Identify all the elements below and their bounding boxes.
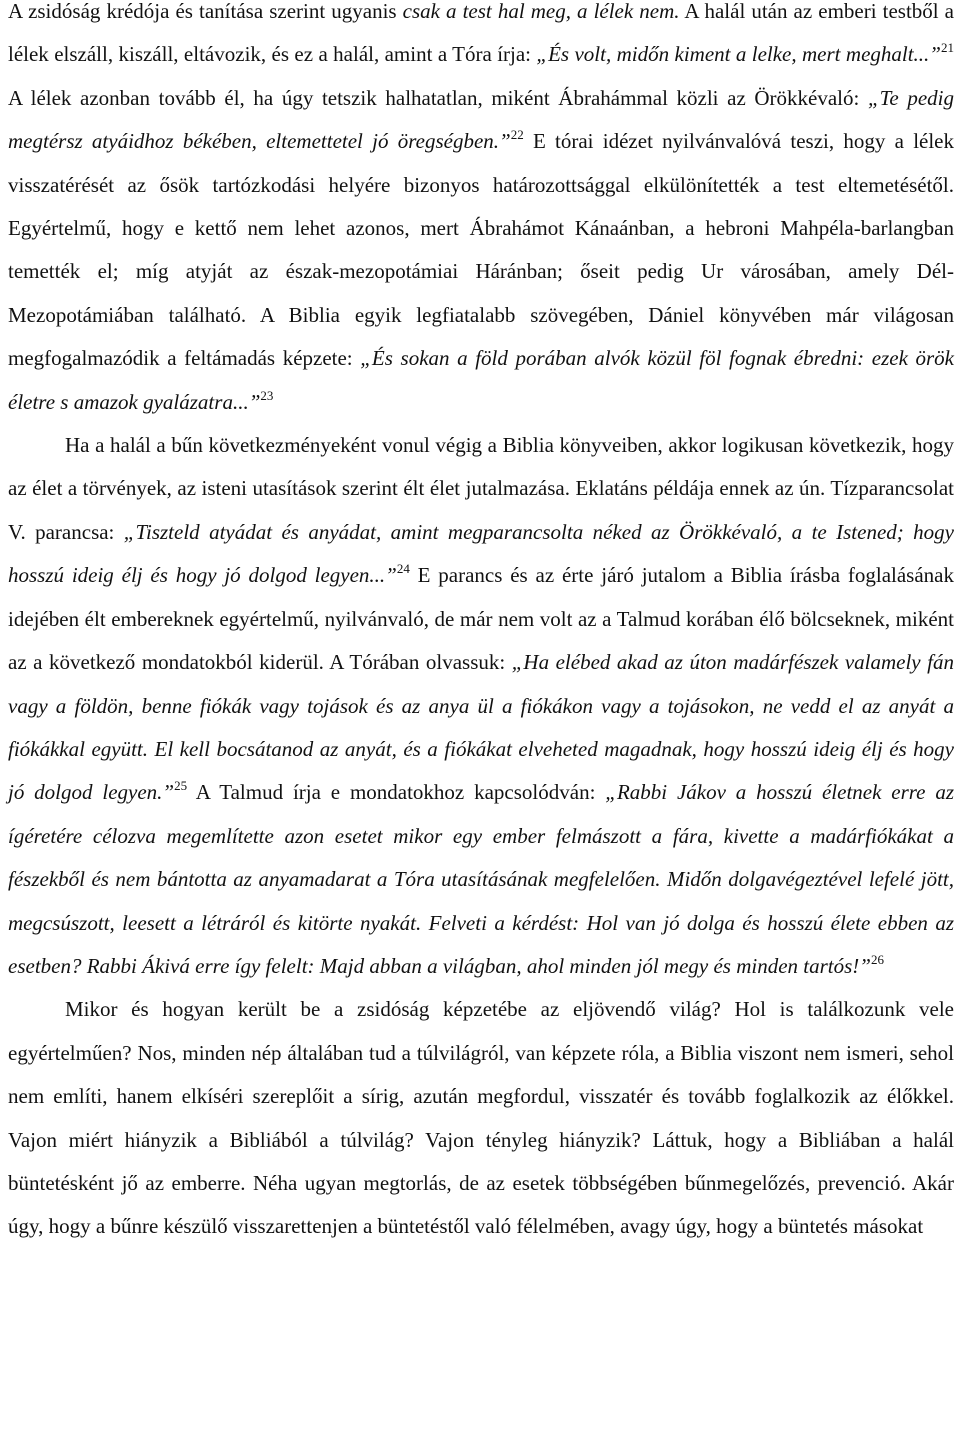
footnote-ref: 26 — [870, 951, 884, 967]
body-text: A halál után az emberi testből a lélek elszáll, kiszáll, eltávozik, és ez a halál, amint a Tóra írja: — [8, 0, 954, 67]
body-text: A Talmud írja e mondatokhoz kapcsolódván: — [187, 780, 606, 805]
document-page — [8, 0, 954, 1249]
body-text: E parancs és az érte járó jutalom a Biblia írásba foglalásának idejében élt embereknek egyértelmű, nyilvánvaló, de már nem volt az a Talmud korában élő bölcseknek, miként az a következő mondatokból kiderül. A Tórában olvassuk: — [8, 563, 954, 675]
body-text: A lélek azonban tovább él, ha úgy tetszik halhatatlan, miként Ábrahámmal közli az Örökkévaló: — [8, 85, 868, 110]
quotation: csak a test hal meg, a lélek nem. — [402, 0, 680, 23]
footnote-ref: 24 — [396, 561, 410, 577]
footnote-ref: 21 — [941, 40, 954, 56]
body-text: Mikor és hogyan került be a zsidóság képzetébe az eljövendő világ? Hol is találkozunk vele egyértelműen? Nos, minden nép általában tud a túlvilágról, van képzete róla, a Biblia viszont nem ismeri, sehol nem említi, hanem elkíséri szereplőit a sírig, azután megfordul, visszatér és tovább foglalkozik az élőkkel. Vajon miért hiányzik a Bibliából a túlvilág? Vajon tényleg hiányzik? Láttuk, hogy a Bibliában a halál büntetésként jő az emberre. Néha ugyan megtorlás, de az esetek többségében bűnmegelőzés, prevenció. Akár úgy, hogy a bűnre készülő visszarettenjen a büntetéstől való félelmében, avagy úgy, hogy a büntetés másokat — [8, 997, 954, 1239]
footnote-ref: 22 — [510, 127, 524, 143]
body-text: E tórai idézet nyilvánvalóvá teszi, hogy a lélek visszatérését az ősök tartózkodási helyére bizonyos határozottsággal elkülönítették a test eltemetésétől. Egyértelmű, hogy e kettő nem lehet azonos, mert Ábrahámot Kánaánban, a hebroni Mahpéla-barlangban temették el; míg atyját az észak-mezopotámiai Háránban; őseit pedig Ur városában, amely Dél-Mezopotámiában található. A Biblia egyik legfiatalabb szövegében, Dániel könyvében már világosan megfogalmazódik a feltámadás képzete: — [8, 129, 955, 371]
quotation: „Tiszteld atyádat és anyádat, amint megparancsolta néked az Örökkévaló, a te Istened; hogy hosszú ideig élj és hogy jó dolgod legyen...” — [8, 519, 954, 588]
footnote-ref: 23 — [260, 387, 274, 403]
paragraph — [8, 0, 954, 424]
quotation: „Rabbi Jákov a hosszú életnek erre az ígéretére célozva megemlítette azon esetet mikor egy ember felmászott a fára, kivette a madárfiókákat a fészekből és nem bántotta az anyamadarat a Tóra utasításának megfelelően. Midőn dolgavégeztével lefelé jött, megcsúszott, leesett a létráról és kitörte nyakát. Felveti a kérdést: Hol van jó dolga és hosszú élete ebben az esetben? Rabbi Ákivá erre így felelt: Majd abban a világban, ahol minden jól megy és minden tartós!” — [8, 780, 954, 978]
quotation: „Ha elébed akad az úton madárfészek valamely fán vagy a földön, benne fiókák vagy tojások és az anya ül a fiókákon vagy a tojásokon, ne vedd el az anyát a fiókákkal együtt. El kell bocsátanod az anyát, és a fiókákat elveheted magadnak, hogy hosszú ideig élj és hogy jó dolgod legyen.” — [8, 650, 954, 805]
body-text: Ha a halál a bűn következményeként vonul végig a Biblia könyveiben, akkor logikusan következik, hogy az élet a törvények, az isteni utasítások szerint élt élet jutalmazása. Eklatáns példája ennek az ún. Tízparancsolat V. parancsa: — [8, 433, 954, 544]
body-text: A zsidóság krédója és tanítása szerint ugyanis — [8, 0, 403, 23]
quotation: „Te pedig megtérsz atyáidhoz békében, eltemettetel jó öregségben.” — [8, 85, 954, 154]
quotation: „És volt, midőn kiment a lelke, mert meghalt...” — [536, 42, 941, 67]
footnote-ref: 25 — [174, 778, 188, 794]
quotation: „És sokan a föld porában alvók közül föl fognak ébredni: ezek örök életre s amazok gyalázatra...” — [8, 346, 954, 414]
paragraph — [8, 988, 954, 1248]
paragraph — [8, 424, 954, 988]
